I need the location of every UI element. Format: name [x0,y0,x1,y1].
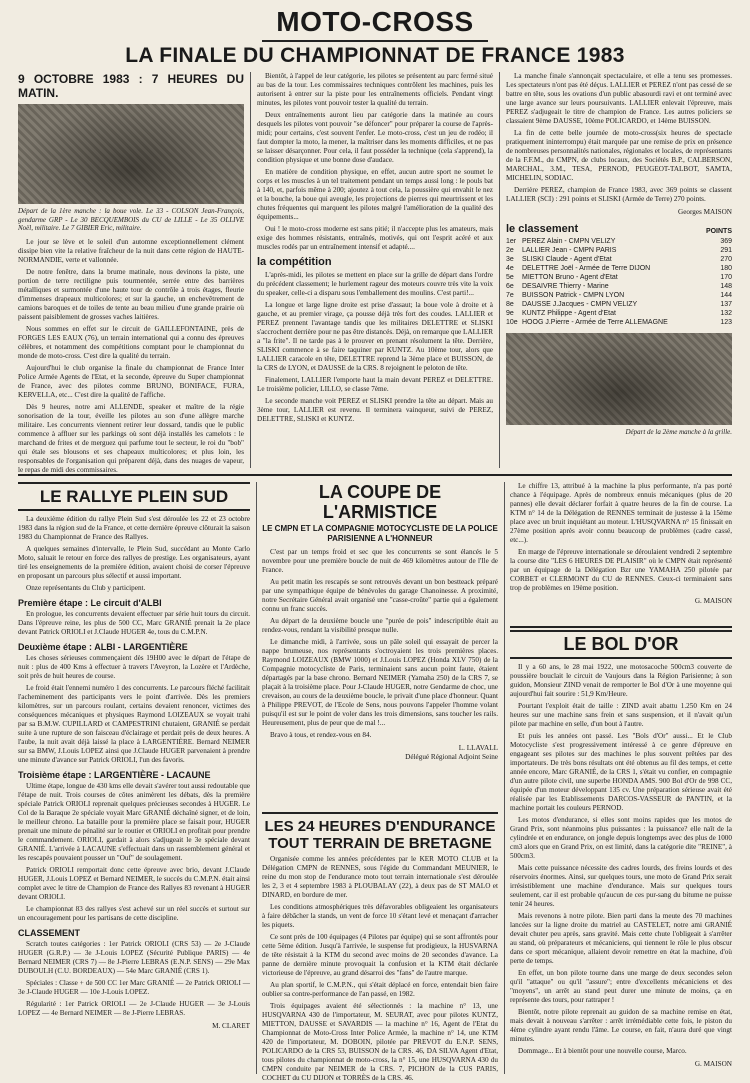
paragraph: Aujourd'hui le club organise la finale du championnat de France Inter Police Armée Agents de l'Etat, et la seconde, épreuve du Super championnat de France, avec des pilotes comme BRUNO, BONIFACE, FURA, KERVELLA, etc... C'est dire la qualité de l'affiche. [18,363,244,399]
rank-points: 144 [720,292,732,299]
paragraph: Et puis les années ont passé. Les "Bols d'Or" aussi... Et le Club Motocycliste s'est progressivement intéressé à ce genre d'épreuve en engageant ses pilotes sur des machines le plus souvent prêtées par des importateurs. De très bons résultats ont été obtenus au fil des temps, et cette année encore, Marc GRANIÉ, de la CRS 1, s'était vu confier, en compagnie d'un autre pilote civil, une superbe HONDA AMS. 900 Bol d'Or de 998 CC, équipée d'un moteur développant 135 cv. Une préparation sérieuse avait été réalisée par les Etablissements DARCOS-VASSEUR de PANTIN, et la machine portait les couleurs PERNOD. [510,732,732,812]
rank-points: 170 [720,274,732,281]
paragraph: Le dimanche midi, à l'arrivée, sous un pâle soleil qui essayait de percer la nappe brumeuse, nos représentants s'octroyaient les trois premières places. Raymond LOIZEAUX (BMW 1000) et J.Louis LOPEZ (Honda XLV 750) de la Compagnie motocycliste de Paris, terminaient sans aucun point faute, étaient départagés par la base chrono. Bernard NEIMER (Yamaha 250) de la CRS 7, se plaçait à la troisième place. Pour J-Claude HUGER, notre Gendarme de choc, une crevaison, au cours de la deuxième boucle, le privait d'une place d'honneur. Quant à Philippe PREVOT, de l'Ecole de Sens, nous pouvons l'appeler l'homme volant puisqu'il est sur le point de voler dans les trois dimensions, sans toucher les rails. Heureusement, plus de peur que de mal !... [262,638,498,727]
rank-pilot: DAUSSE J.Jacques - CMPN VELIZY [522,301,638,308]
article1-signature: Georges MAISON [678,208,732,216]
paragraph: Trois équipages avaient été sélectionnés : la machine n° 13, une HUSQVARNA 430 de l'importateur, M. SEURAT, avec pour pilotes KUNTZ, MIETTON, DAUSSE et SAVARDIS — la machine n° 16, Agent de l'Etat du Championnat de Moto-Cross Inter Police Armée, la machine n° 14, une KTM 420 de l'importateur, M. DOBOIN, pilotée par PREVOT du E.N.P. SENS, POLICARDO de la CRS 53, BUISSON de la CRS. 46, DA SILVA Agent d'Etat, tous pilotes du championnat de moto-cross, la n° 15, une HUSQVARNA 430 du CMPN conduite par NEIMER de la CRS. 7, PICHON de la CUS PARIS, COCHET du CU DIJON et TORRÈS de la CRS. 46. [262,1002,498,1082]
rank-pilot: DELETTRE Joël - Armée de Terre DIJON [522,265,651,272]
rallye-signature: M. CLARET [212,1022,250,1030]
rallye-classement-title: CLASSEMENT [18,928,81,938]
ranking-row [506,318,732,327]
paragraph: En prologue, les concurrents devaient effectuer par série huit tours du circuit. Dans l'épreuve reine, les plus de 500 CC, Marc GRANIÉ prenait la 2e place devant Patrick ORIOLI et J.Claude HUGER 4e, tous du C.M.P.N. [18,610,250,636]
paragraph: Les choses sérieuses commençaient dès 19H00 avec le départ de l'étape de nuit : plus de 400 Kms à effectuer à travers l'Aveyron, la Lozère et l'Ardèche, soit près de huit heures de course. [18,654,250,680]
coupe-signature-role: Délégué Régional Adjoint Seine [405,753,498,761]
ranking-row [506,255,732,264]
rank-position: 4e [506,265,514,272]
ranking-row [506,273,732,282]
paragraph: Dès 9 heures, notre ami ALLENDE, speaker et maître de la régie sonorisation de la tour, éveille les pilotes au son d'une allègre marche militaire. Les concurrents viennent retirer leur dossard, tandis que le public commence à affluer sur les parkings où sont déjà installés les camelots : le marchand de frites et de merguez qui parfume tout le secteur, le roi du "bob" qui étale ses blousons et ses chapeaux multicolores; et plus loin, les responsables de l'organisation qui préparent déjà, dans des nuages de vapeur, le repas de midi des commissaires. [18,402,244,474]
column-divider [504,482,505,1074]
rank-pilot: BUISSON Patrick - CMPN LYON [522,292,625,299]
rank-position: 8e [506,301,514,308]
paragraph: En effet, un bon pilote tourne dans une marge de deux secondes selon qu'il "attaque" ou qu'il "assure"; entre d'excellents mécaniciens et des "moyens", un arrêt au stand peut durer une minute de moins, ça en représente des tours, pour rattraper ! [510,969,732,1004]
paragraph: Dommage... Et à bientôt pour une nouvelle course, Marco. [518,1047,687,1055]
ranking-row [506,264,732,273]
paragraph: Derrière PEREZ, champion de France 1983, avec 369 points se classent LALLIER (SCI) : 291 points et SLISKI (Armée de Terre) 270 points. [506,186,732,203]
rank-pilot: DESAIVRE Thierry - Marine [522,283,609,290]
paragraph: De notre fenêtre, dans la brume matinale, nous devinons la piste, une portion de terre rectiligne puis tourmentée, serrée entre des barrières métalliques et surmontée d'une haute tour de contrôle à trois étages, fleurie d'immenses drapeaux multicolores; et sur la gauche, un enchevêtrement de camions baroques et de toiles de tente au beau milieu d'une grande prairie où paissent paisiblement de grosses vaches laitières. [18,267,244,321]
ranking-row [506,291,732,300]
paragraph: En matière de condition physique, en effet, aucun autre sport ne soumet le corps et les muscles à un tel traitement pendant un temps aussi long : le pouls bat à 140, et, parfois même à 200; ajoutez à tout cela, la poussière qui envahit le nez et la bouche, la boue qui aveugle, les projections de pierres qui meurtrissent et les chutes fréquentes qui marquent les pilotes malgré l'amélioration de la qualité des équipements... [257,168,493,221]
rank-points: 291 [720,247,732,254]
rank-position: 3e [506,256,514,263]
coupe-subtitle: LE CMPN ET LA COMPAGNIE MOTOCYCLISTE DE LA POLICE PARISIENNE A L'HONNEUR [262,524,498,543]
rallye-article [18,482,250,1074]
paragraph: La fin de cette belle journée de moto-cross(six heures de spectacle pratiquement ininterrompu) était marquée par une remise de prix en présence de nombreuses personnalités nationales, régionales et locales, de représentants de la F.F.M., du CMPN, de clubs locaux, des Sociétés B.P., CALBERSON, MARCHAL, 3.M., TESA, PERNOD, PEUGEOT-TALBOT, SAMTA, MICHELIN, SODIAC. [506,129,732,182]
endurance-article [262,818,498,1082]
paragraph: Ultime étape, longue de 430 kms elle devait s'avérer tout aussi redoutable que l'étape de nuit. Trois courses de côtes animèrent les débats, dès la première spéciale Patrick ORIOLI reprenait quelques précieuses secondes à HUGER. Le Col de la Baraque 2e spéciale voyait Marc GRANIÉ déchaîné signer, et de loin, le meilleur chrono. La bataille pour la première place se faisait pour, HUGER prenait une minute de pénalité sur le routier et ORIOLI en profitait pour prendre le commandement. ORIOLI, gardait à alors s'adjugeait le 3e spéciale devant GRANIÉ. L'arrivée à LACAUNE s'effectuait dans un rassemblement général et les rescapés pouvaient pousser un "Ouf" de soulagement. [18,782,250,862]
article1-col3 [506,72,732,468]
rank-pilot: PEREZ Alain - CMPN VELIZY [522,238,616,245]
rank-pilot: MIETTON Bruno - Agent d'Etat [522,274,618,281]
paragraph: Le championnat 83 des rallyes s'est achevé sur un réel succès et surtout sur un encouragement pour les partisans de cette discipline. [18,905,250,922]
second-heat-photo [506,333,732,425]
stage1-title: Première étape : Le circuit d'ALBI [18,598,162,608]
photo-caption-2: Départ de la 2ème manche à la grille. [625,428,732,436]
rank-pilot: SLISKI Claude - Agent d'Etat [522,256,612,263]
photo-caption: Départ de la 1ère manche : la boue vole. Le 33 - COLSON Jean-François, gendarme GRP - Le 30 BECQUEMBOIS du CU de LILLE - Le 35 OLLIVE Noël, militaire. Le 7 GIBIER Eric, militaire. [18,207,244,232]
paragraph: La deuxième édition du rallye Plein Sud s'est déroulée les 22 et 23 octobre 1983 dans la région sud de la France, et cette dernière épreuve clôturait la saison 1983 du Championnat de France des Rallyes. [18,515,250,541]
paragraph: Pourtant l'exploit était de taille : ZIND avait abattu 1.250 Km en 24 heures sur une machine sans frein et sans suspension, et il n'avait qu'un pilote par machine en selle, d'un bout à l'autre. [510,702,732,728]
paragraph: Bientôt, à l'appel de leur catégorie, les pilotes se présentent au parc fermé situé au bas de la tour. Les commissaires techniques contrôlent les machines, puis les autorisent à entrer sur la piste pour les entraînements officiels. Pendant vingt minutes, les pilotes vont pouvoir tester la qualité du terrain. [257,72,493,107]
paragraph: Finalement, LALLIER l'emporte haut la main devant PEREZ et DELETTRE. Le troisième policier, LILLO, se classe 7ème. [257,376,493,393]
rank-position: 9e [506,310,514,317]
paragraph: La longue et large ligne droite est prise d'assaut; la boue vole à droite et à gauche, et au premier virage, ça pousse déjà très fort des coudes. LALLIER et PEREZ prennent l'avantage tandis que les militaires DELETTRE et SLISKI s'accrochent derrière pour ne pas être distancés. Déjà, on remarque que LALLIER a "la frite". Il ne tarde pas à le prouver en prenant résolument la tête. Derrière, SLISKI commence à se faire taquiner par KUNTZ. Au 10ème tour, alors que LALLIER caracole en tête, DELETTRE reprend la 3ème place et BUISSON, de la CRS de LYON, et DAUSSE de la CRS. 8 rejoignent le peloton de tête. [257,301,493,372]
rank-points: 132 [720,310,732,317]
ranking-table [506,237,732,327]
paragraph: Ce sont près de 100 équipages (4 Pilotes par équipe) qui se sont affrontés pour cette 5ème édition. Jusqu'à l'arrivée, le suspense fut prodigieux, la HUSVARNA de tête résistait à la KTM du second avec moins de 20 secondes d'avance. La panne de dernière minute provoquait la confusion et la KTM était déclarée victorieuse de l'épreuve, au grand désarroi des "fans" de l'autre marque. [262,933,498,977]
paragraph: Le seconde manche voit PEREZ et SLISKI prendre la tête au départ. Mais au 3ème tour, LALLIER est revenu. Il terminera vainqueur, suivi de PEREZ, DELETTRE, SLISKI et KUNTZ. [257,397,493,423]
paragraph: Patrick ORIOLI remportait donc cette épreuve avec brio, devant J.Claude HUGER, J.Louis LOPEZ et Bernard NEIMER, le succès du C.M.P.N. était ainsi complet avec le titre de Champion de France des Rallyes 83 revenant à HUGER devant ORIOLI. [18,866,250,901]
paragraph: Il y a 60 ans, le 28 mai 1922, une motosacoche 500cm3 couverte de poussière bouclait le circuit de Vaujours dans la Région Parisienne; à son guidon, Monsieur ZIND venait de remporter le Bol d'Or à une moyenne qui aujourd'hui fait sourire : 51,9 Km/Heure. [510,663,732,698]
paragraph: Au départ de la deuxième boucle une "purée de pois" indescriptible était au rendez-vous, rendant la visibilité presque nulle. [262,617,498,634]
paragraph: Bravo à tous, et rendez-vous en 84. [270,731,372,739]
rank-position: 6e [506,283,514,290]
endurance-signature: G. MAISON [694,597,732,605]
paragraph: Au petit matin les rescapés se sont retrouvés devant un bon bestteack préparé par une sympathique équipe de bénévoles du garage Chanoinesse. A proximité, notre Secrétaire Général avait organisé une "casse-croûte" partie qui a également connu un franc succès. [262,578,498,613]
section-divider [262,812,498,814]
paragraph: Mais cette puissance nécessite des cadres lourds, des freins lourds et des réservoirs énormes. Ainsi, sur quelques tours, une moto de Grand Prix serait irrésistiblement une machine d'endurance. Mais sur quelques tours seulement, car il est probable qu'aucun de ces pur-sang du bitume ne puisse tenir 24 heures. [510,864,732,908]
paragraph: La manche finale s'annonçait spectaculaire, et elle a tenu ses promesses. Les spectateurs n'ont pas été déçus. LALLIER et PEREZ n'ont pas cessé de se battre en tête, sous les ovations d'un public abasourdi ravi et ont terminé avec une large avance sur leurs poursuivants. LALLIER enlevait l'épreuve, mais PEREZ s'adjugeait le titre de champion de France. Les autres policiers se classaient 9ème DAUSSE, 10ème POLICARDO, et 14ème BUISSON. [506,72,732,125]
column-divider [250,72,251,468]
classement-title: le classement [506,223,579,235]
stage2-title: Deuxième étape : ALBI - LARGENTIÈRE [18,642,188,652]
paragraph: Au plan sportif, le C.M.P.N., qui s'était déplacé en force, entendait bien faire oublier sa contre-performance de l'an passé, en 1982. [262,981,498,998]
section-divider [510,626,732,628]
bol-dor-article [510,630,732,1074]
rank-position: 7e [506,292,514,299]
rank-points: 123 [720,319,732,326]
column-divider [499,72,500,468]
paragraph: Bientôt, notre pilote reprenait au guidon de sa machine remise en état, mais devait à nouveau s'arrêter : arrêt irrémédiable cette fois, le piston du 4ème cylindre ayant rendu l'âme. Le course, en fait, n'aura duré que vingt minutes. [510,1008,732,1043]
ranking-row [506,246,732,255]
rank-points: 180 [720,265,732,272]
paragraph: Organisée comme les années précédentes par le KER MOTO CLUB et la Délégation CMPN de RENNES, sous l'égide du Commandant MEUNIER, le reine du mon stop de l'endurance moto tout terrain internationale s'est déroulée les 2, 3 et 4 septembre 1983 à PLOUBALAY (22), à deux pas de ST MALO et DINARD, en bordure de mer. [262,855,498,899]
rank-position: 1er [506,238,517,245]
paragraph: En marge de l'épreuve internationale se déroulaient vendredi 2 septembre la course dite "LES 6 HEURES DE PLAISIR" où le CMPN était représenté par un équipage de la Délégation Bzr une YAMAHA 250 pilotée par CORBET et CLERMONT du CU de RENNES. Ceux-ci terminaient sans trop de problèmes en 19ème position. [510,548,732,592]
section-divider [18,474,732,476]
rank-points: 148 [720,283,732,290]
paragraph: A quelques semaines d'intervalle, le Plein Sud, succédant au Monte Carlo Moto, saluait le retour en force des rallyes de prestige. Les organisateurs, ayant tiré les enseignements de la première édition, avaient choisi de corser l'épreuve en proposant un parcours plus sélectif et aussi important. [18,545,250,580]
coupe-article [262,482,498,808]
bol-dor-signature: G. MAISON [694,1060,732,1068]
rank-points: 137 [720,301,732,308]
bol-dor-title: LE BOL D'OR [510,630,732,659]
paragraph: Oui ! le moto-cross moderne est sans pitié; il n'accepte plus les amateurs, mais exige des hommes résistants, entraînés, motivés, qui ont l'esprit acéré et aux muscles rodés par un entraînement intensif et adapté.... [257,225,493,251]
rank-pilot: KUNTZ Philippe - Agent d'Etat [522,310,616,317]
rank-pilot: HOOG J.Pierre - Armée de Terre ALLEMAGNE [522,319,668,326]
kicker-rule [262,40,488,42]
coupe-title: LA COUPE DE L'ARMISTICE [318,482,442,522]
rank-pilot: LALLIER Jean - CMPN PARIS [522,247,617,254]
paragraph: Le chiffre 13, attribué à la machine la plus performante, n'a pas porté chance à l'équipage. Après de nombreux ennuis mécaniques (plus de 20 pannes) elle devait déclarer forfait à quatre heures de la fin de course. La KTM n° 14 de la Délégation de RENNES terminait de justesse à la 15ème place avec un bruit inquiétant au moteur. L'HUSQVARNA n° 15 finissait en 27ème position après avoir connu beaucoup de problèmes (cadre cassé, etc...). [510,482,732,544]
column-divider [256,482,257,1074]
endurance-continued [510,482,732,622]
paragraph: Deux entraînements auront lieu par catégorie dans la matinée au cours desquels les pilotes vont pouvoir "se défoncer" pour préparer la course de l'après-midi; pour certains, c'est souvent l'enfer. Le moto-cross, c'est un jeu de rodéo; il faut dompter la moto, la mener, la maîtriser dans les moments difficiles, et ne pas se laisser désarçonner. Pour cela, il faut posséder la technique (cela s'apprend), la condition physique et une bonne dose d'audace. [257,111,493,164]
endurance-title: LES 24 HEURES D'ENDURANCE TOUT TERRAIN DE BRETAGNE [264,818,496,852]
ranking-row [506,309,732,318]
ranking-row [506,300,732,309]
rank-position: 10e [506,319,518,326]
stage3-title: Troisième étape : LARGENTIÈRE - LACAUNE [18,770,211,780]
paragraph: Mais revenons à notre pilote. Bien parti dans la meute des 70 machines lancées sur la ligne droite du matriel au CASTELET, notre ami GRANIÉ devait chuter peu après, sans gravité. Mais cette chute l'obligeait à s'arrêter au stand, où préparateurs et mécaniciens, qui tiennent le rôle le plus obscur dans ce sport mécanique, allaient devoir remettre en état la machine, d'où perte de temps. [510,912,732,965]
section-kicker: MOTO-CROSS [276,6,474,37]
paragraph: Nous sommes en effet sur le circuit de GAILLEFONTAINE, près de FORGES LES EAUX (76), un terrain international qui a connu des épreuves célèbres, et notamment des compétitions comptant pour le championnat du monde de moto-cross. C'est dire la qualité du terrain. [18,324,244,360]
article1-dateline: 9 OCTOBRE 1983 : 7 HEURES DU MATIN. [18,72,244,100]
result-line: Spéciales : Classe + de 500 CC 1er Marc GRANIÉ — 2e Patrick ORIOLI — 3e J-Claude HUGER — 10e J-Louis LOPEZ. [18,979,250,996]
paragraph: L'après-midi, les pilotes se mettent en place sur la grille de départ dans l'ordre du précédent classement; le hurlement rageur des moteurs couvre très vite la voix du speaker, celle-ci a disparu sous l'emballement des moulins. C'est parti!... [257,271,493,297]
rank-points: 369 [720,238,732,245]
race-start-photo [18,104,244,204]
ranking-row [506,282,732,291]
rank-position: 2e [506,247,514,254]
subhead-competition: la compétition [257,256,332,268]
paragraph: Les conditions atmosphériques très défavorables obligeaient les organisateurs à faire débâcher la stands, un vent de force 10 s'étant levé et menaçant d'arracher les piquets. [262,903,498,929]
rank-position: 5e [506,274,514,281]
paragraph: Les motos d'endurance, si elles sont moins rapides que les motos de Grand Prix, sont néanmoins plus puissantes : la puissance? elle naît de la cylindrée et en endurance, on jongle depuis longtemps avec des plus de 1000 cm3 alors que en Grand Prix, on est limité, dans la catégorie dite "REINE", à 500cm3. [510,816,732,860]
paragraph: C'est par un temps froid et sec que les concurrents se sont élancés le 5 novembre pour une première boucle de nuit de 469 kilomètres autour de l'Ile de France. [262,548,498,574]
paragraph: Le froid était l'ennemi numéro 1 des concurrents. Le parcours fléché facilitait l'acheminement des participants vers le point d'arrivée. Dès les premiers kilomètres, sur un parcours roulant, certains devaient renoncer, victimes des conséquences mécaniques et physiques Raymond LOIZEAUX se voyait trahi par sa B.M.W. CUPILLARD et CAMPESTRINI chutaient, GRANIÉ se perdait suite à une rupture de son faisceau d'éclairage et perdait près de deux heures. A l'aube, la nuit avait déjà laissé la place à LARGENTIÈRE. Bernard NEIMER sur sa BMW, J.Louis LOPEZ ainsi que J.Claude HUGER parvenaient à prendre une minute d'avance sur Patrick ORIOLI, l'un des favoris. [18,684,250,764]
paragraph: Le jour se lève et le soleil d'un automne exceptionnellement clément dissipe bien vite la relative fraîcheur de la nuit dans cette région de HAUTE-NORMANDIE, verte et vallonnée. [18,237,244,264]
ranking-row [506,237,732,246]
rallye-title: LE RALLYE PLEIN SUD [18,482,250,511]
points-label: POINTS [705,228,732,235]
main-headline: LA FINALE DU CHAMPIONNAT DE FRANCE 1983 [125,44,625,67]
classement-heading [506,223,732,235]
result-line: Scratch toutes catégories : 1er Patrick ORIOLI (CRS 53) — 2e J-Claude HUGER (G.R.P.) — 3e J-Louis LOPEZ (Sécurité Publique PARIS) — 4e Bernard NEIMER (CRS 7) — 8e J-Pierre LEBRAS (E.N.P. SENS) — 29e Max DUBOULH (C.U. BORDEAUX) — 54e Marc GRANIÉ (CRS 1). [18,940,250,975]
result-line: Régularité : 1er Patrick ORIOLI — 2e J-Claude HUGER — 3e J-Louis LOPEZ — 4e Bernard NEIMER — 8e J-Pierre LEBRAS. [18,1000,250,1017]
paragraph: Onze représentants du Club y participent. [26,584,146,592]
rank-points: 270 [720,256,732,263]
article1-col2 [257,72,493,468]
article1-col1 [18,72,244,474]
coupe-signature: L. LLAVALL [458,744,498,752]
